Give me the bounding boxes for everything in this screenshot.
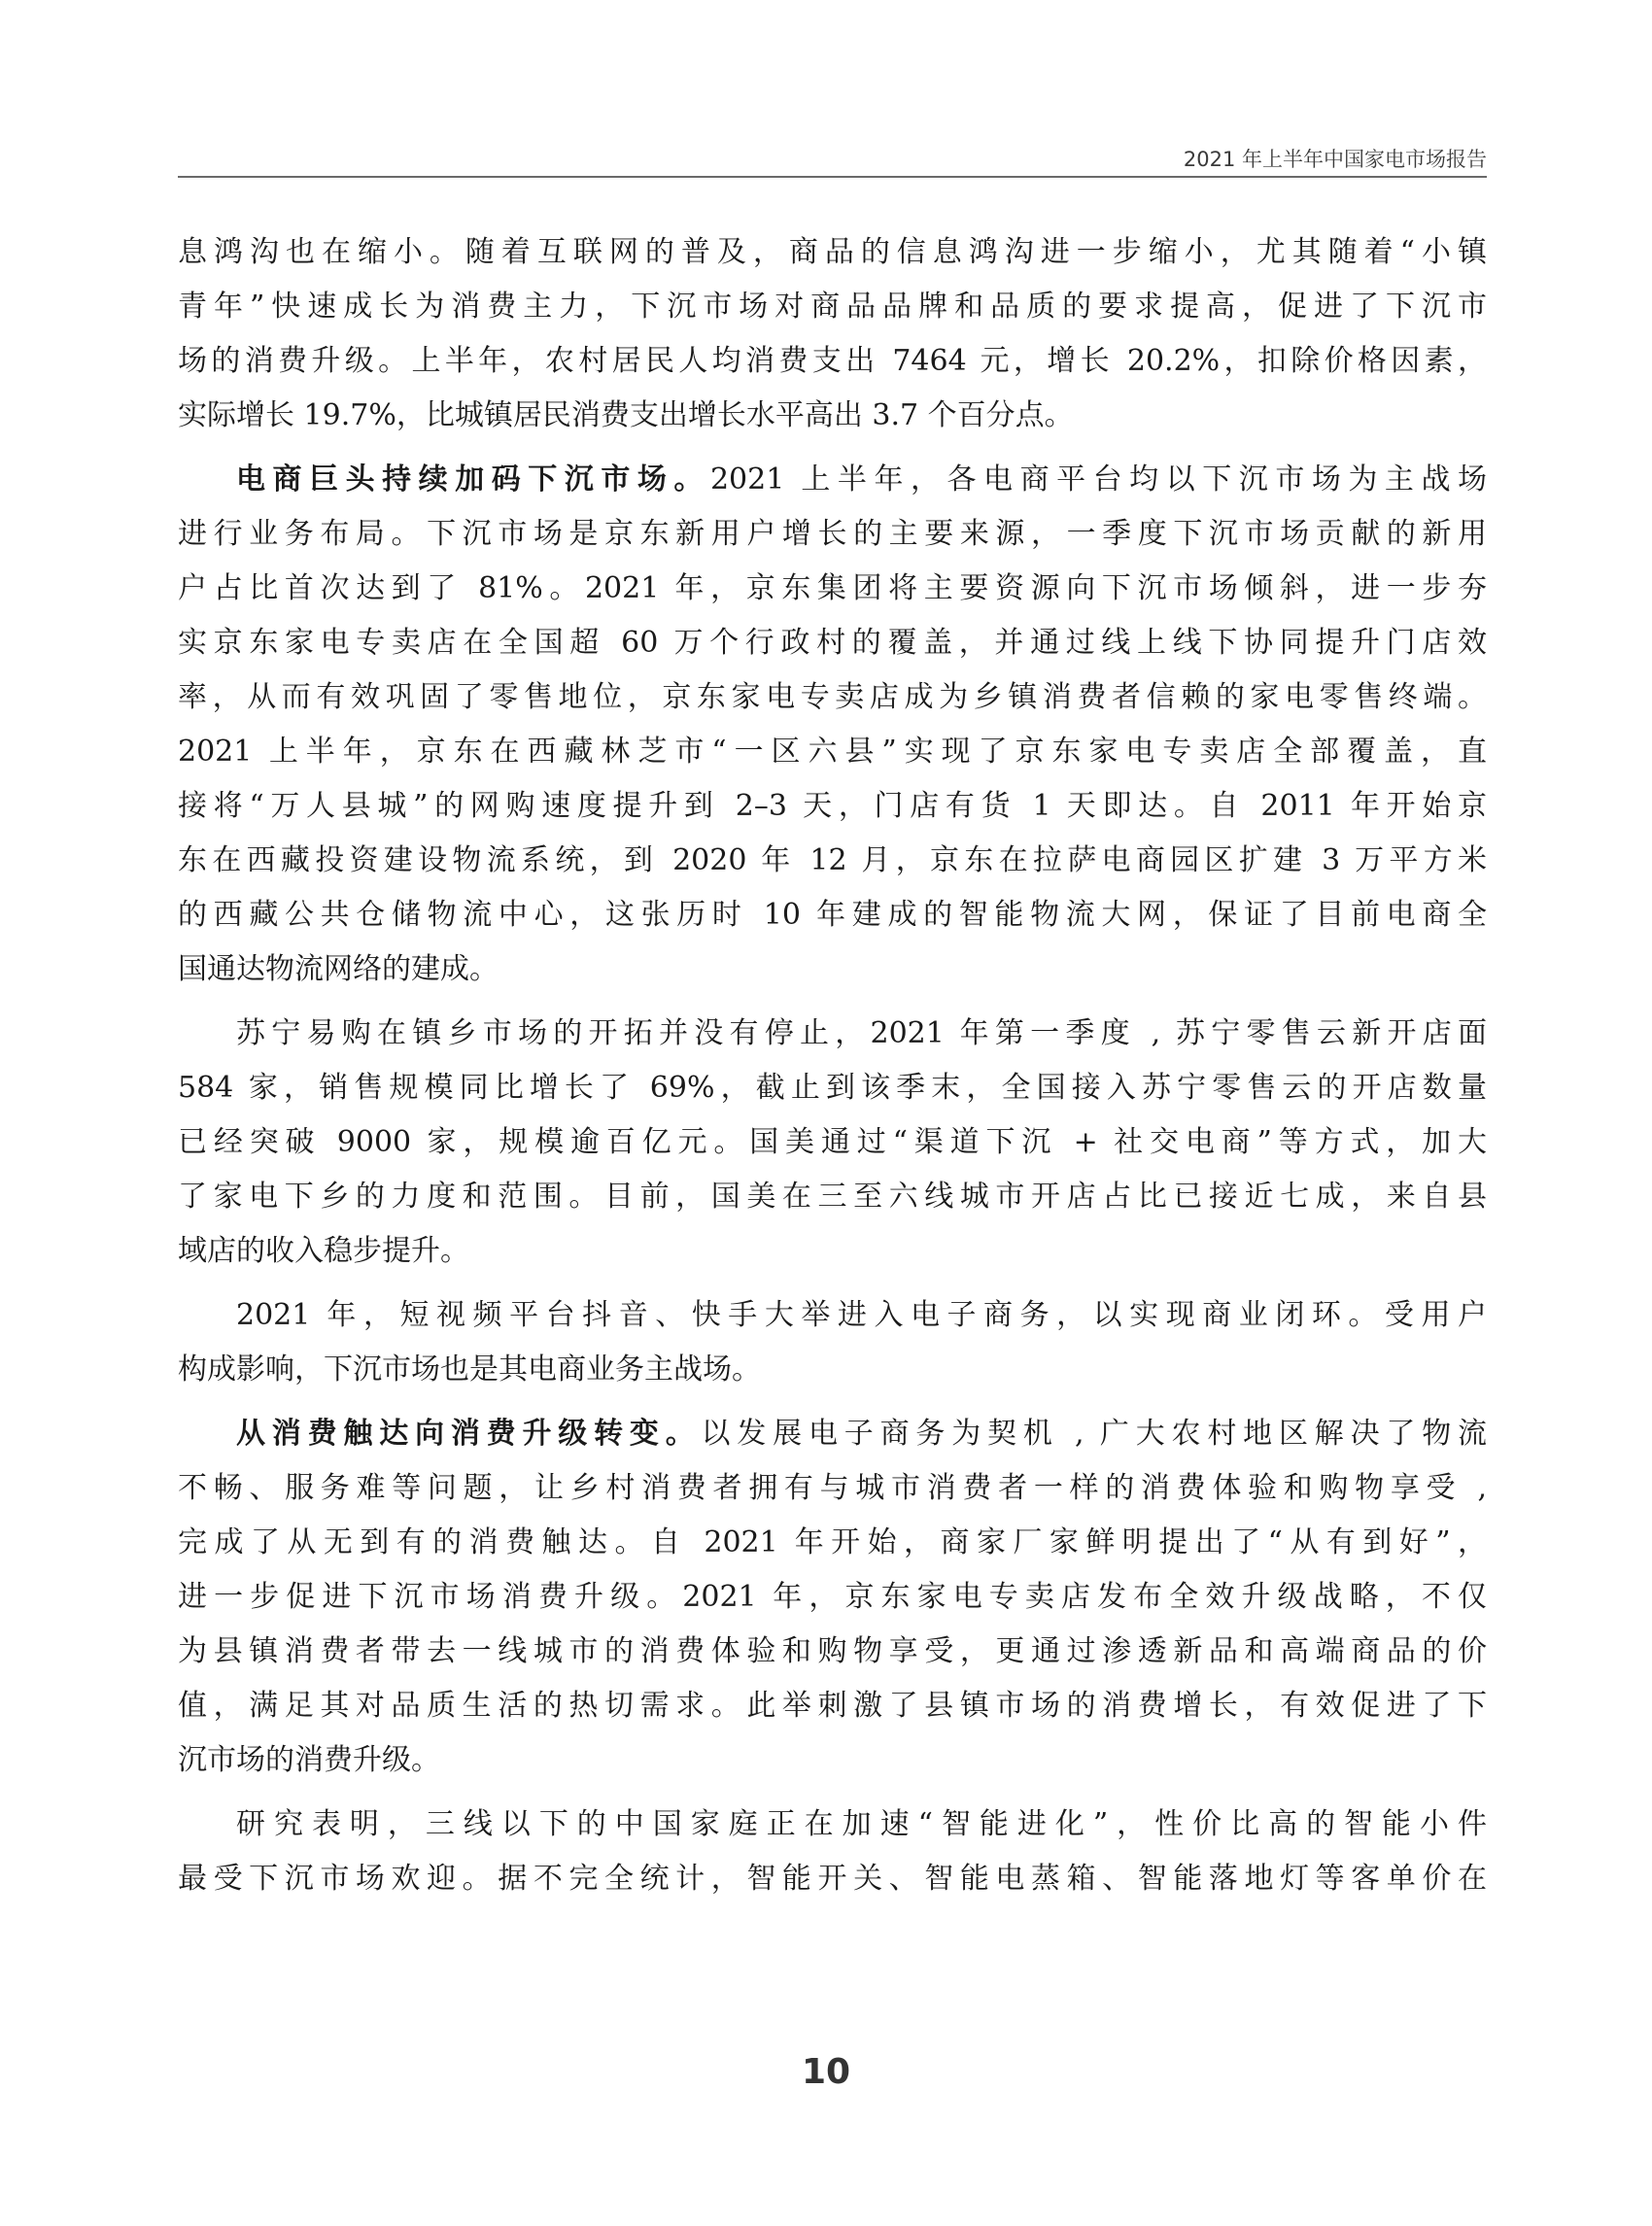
text-line: 青年”快速成长为消费主力，下沉市场对商品品牌和品质的要求提高，促进了下沉市 (178, 290, 1487, 324)
text-line (178, 453, 1487, 507)
text-line: 研究表明，三线以下的中国家庭正在加速“智能进化”，性价比高的智能小件 (236, 1807, 1487, 1841)
text-line: 进一步促进下沉市场消费升级。2021 年，京东家电专卖店发布全效升级战略，不仅 (178, 1580, 1487, 1614)
paragraph (178, 1007, 1487, 1279)
text-line: 的西藏公共仓储物流中心，这张历时 10 年建成的智能物流大网，保证了目前电商全 (178, 898, 1487, 932)
paragraph-lead: 从消费触达向消费升级转变。 (236, 1417, 702, 1451)
text-line: 国通达物流网络的建成。 (178, 952, 499, 986)
text-line: 值，满足其对品质生活的热切需求。此举刺激了县镇市场的消费增长，有效促进了下 (178, 1689, 1487, 1723)
paragraph (178, 453, 1487, 997)
text-line: 构成影响，下沉市场也是其电商业务主战场。 (178, 1353, 761, 1387)
text-line: 进行业务布局。下沉市场是京东新用户增长的主要来源，一季度下沉市场贡献的新用 (178, 517, 1487, 551)
text-line: 实京东家电专卖店在全国超 60 万个行政村的覆盖，并通过线上线下协同提升门店效 (178, 626, 1487, 660)
text-line: 东在西藏投资建设物流系统，到 2020 年 12 月，京东在拉萨电商园区扩建 3 万平方米 (178, 843, 1487, 877)
paragraph (178, 225, 1487, 443)
text-line: 不畅、服务难等问题，让乡村消费者拥有与城市消费者一样的消费体验和购物享受 , (178, 1471, 1487, 1505)
header-divider (178, 176, 1487, 178)
paragraph (178, 1288, 1487, 1397)
page-number: 10 (801, 2052, 851, 2092)
paragraph (178, 1798, 1487, 1906)
text-line: 苏宁易购在镇乡市场的开拓并没有停止，2021 年第一季度 , 苏宁零售云新开店面 (236, 1016, 1487, 1050)
text-line: 接将“万人县城”的网购速度提升到 2–3 天，门店有货 1 天即达。自 2011 年开始京 (178, 789, 1487, 823)
text-line: 为县镇消费者带去一线城市的消费体验和购物享受，更通过渗透新品和高端商品的价 (178, 1634, 1487, 1668)
text-run: 以发展电子商务为契机 , 广大农村地区解决了物流 (701, 1417, 1487, 1451)
text-line: 584 家，销售规模同比增长了 69%，截止到该季末，全国接入苏宁零售云的开店数量 (178, 1071, 1487, 1105)
text-line: 完成了从无到有的消费触达。自 2021 年开始，商家厂家鲜明提出了“从有到好”， (178, 1525, 1487, 1559)
text-line: 沉市场的消费升级。 (178, 1743, 440, 1777)
text-line: 2021 上半年，京东在西藏林芝市“一区六县”实现了京东家电专卖店全部覆盖，直 (178, 735, 1487, 769)
running-header: 2021 年上半年中国家电市场报告 (1183, 148, 1487, 171)
text-line: 息鸿沟也在缩小。随着互联网的普及，商品的信息鸿沟进一步缩小，尤其随着“小镇 (178, 235, 1487, 269)
text-line: 域店的收入稳步提升。 (178, 1234, 469, 1268)
text-line: 已经突破 9000 家，规模逾百亿元。国美通过“渠道下沉 + 社交电商”等方式，加大 (178, 1125, 1487, 1159)
text-line: 实际增长 19.7%，比城镇居民消费支出增长水平高出 3.7 个百分点。 (178, 398, 1074, 432)
text-line: 户占比首次达到了 81%。2021 年，京东集团将主要资源向下沉市场倾斜，进一步夯 (178, 571, 1487, 605)
text-line (178, 1407, 1487, 1461)
text-line: 最受下沉市场欢迎。据不完全统计，智能开关、智能电蒸箱、智能落地灯等客单价在 (178, 1862, 1487, 1896)
paragraph-lead: 电商巨头持续加码下沉市场。 (236, 462, 710, 497)
text-line: 2021 年，短视频平台抖音、快手大举进入电子商务，以实现商业闭环。受用户 (236, 1298, 1487, 1332)
text-line: 了家电下乡的力度和范围。目前，国美在三至六线城市开店占比已接近七成，来自县 (178, 1180, 1487, 1214)
body-text (178, 225, 1487, 1906)
text-line: 场的消费升级。上半年，农村居民人均消费支出 7464 元，增长 20.2%，扣除价格因素， (178, 344, 1487, 378)
text-run: 2021 上半年，各电商平台均以下沉市场为主战场 (709, 462, 1487, 497)
text-line: 率，从而有效巩固了零售地位，京东家电专卖店成为乡镇消费者信赖的家电零售终端。 (178, 680, 1487, 714)
paragraph (178, 1407, 1487, 1788)
